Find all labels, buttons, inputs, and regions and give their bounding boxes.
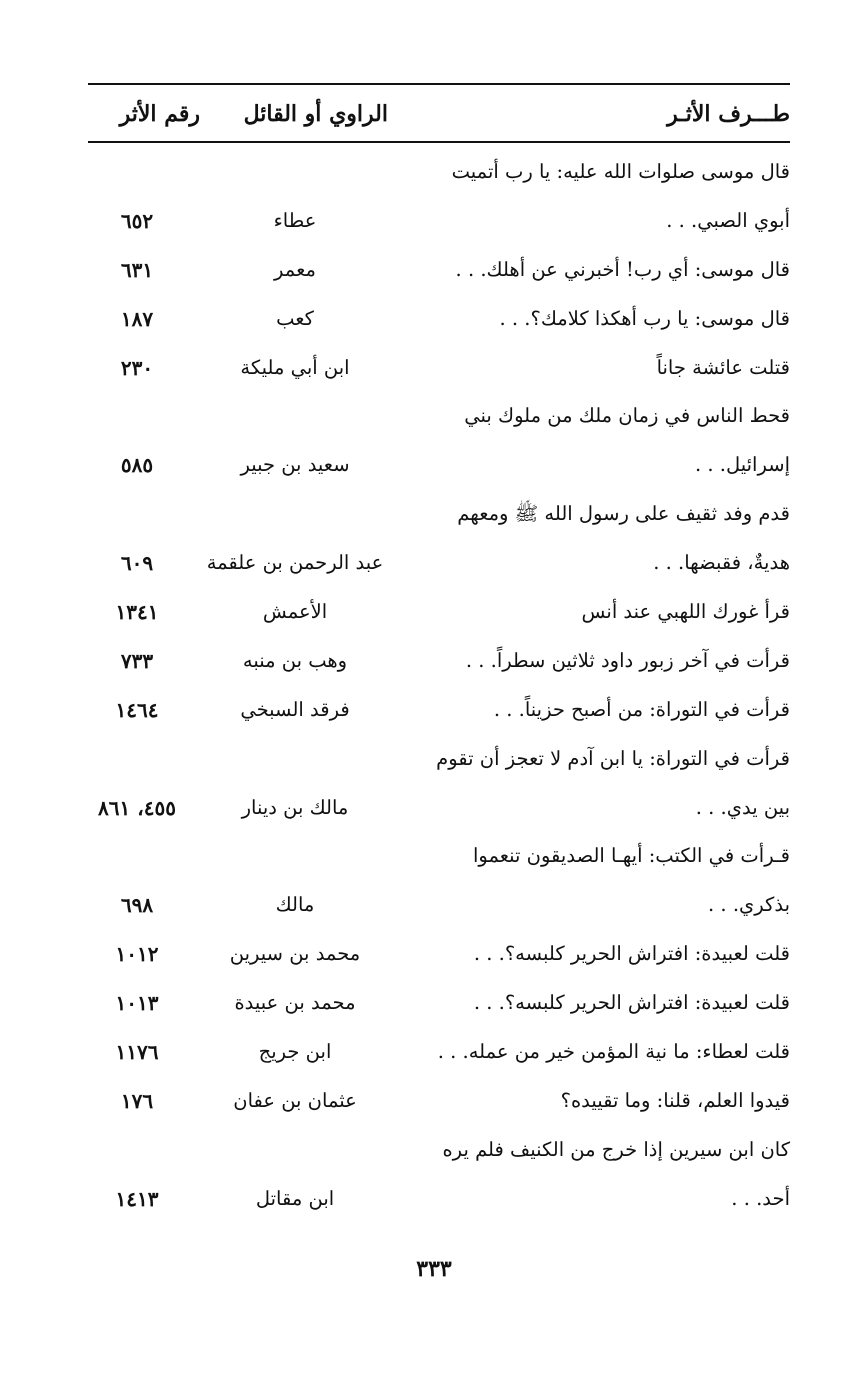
table-row — [88, 1077, 790, 1126]
row-number: ٦٣١ — [120, 257, 154, 282]
row-phrase: قحط الناس في زمان ملك من ملوك بني — [464, 404, 790, 428]
row-number — [84, 490, 190, 539]
row-number — [84, 392, 190, 441]
table-row — [88, 344, 790, 393]
page-number: ٣٣٣ — [416, 1256, 452, 1282]
row-number: ٦٥٢ — [120, 208, 154, 233]
row-narrator: محمد بن سيرين — [229, 942, 361, 966]
table-row — [88, 979, 790, 1028]
row-number — [84, 148, 190, 197]
table-row — [88, 832, 790, 881]
row-phrase: أحد. . . — [731, 1186, 790, 1210]
row-narrator — [195, 1126, 395, 1175]
row-phrase: قلت لعبيدة: افتراش الحرير كلبسه؟. . . — [473, 942, 790, 966]
header-number: رقم الأثر — [119, 101, 200, 127]
row-phrase: قـرأت في الكتب: أيهـا الصديقون تنعموا — [472, 844, 790, 868]
row-phrase: قيدوا العلم، قلنا: وما تقييده؟ — [560, 1088, 790, 1112]
header-rule — [88, 141, 790, 143]
row-phrase: إسرائيل. . . — [694, 453, 790, 477]
row-number: ٤٥٥، ٨٦١ — [98, 795, 176, 820]
row-number: ١٠١٣ — [115, 991, 159, 1016]
row-phrase: قرأت في التوراة: يا ابن آدم لا تعجز أن تقوم — [436, 746, 790, 770]
row-number: ٥٨٥ — [120, 453, 154, 478]
row-number: ٢٣٠ — [120, 355, 154, 380]
table-row — [88, 588, 790, 637]
row-narrator — [195, 832, 395, 881]
row-narrator: ابن جريج — [258, 1040, 332, 1064]
row-number: ٦٩٨ — [120, 893, 154, 918]
row-number: ١٣٤١ — [115, 600, 159, 625]
row-narrator — [195, 735, 395, 784]
table-row — [88, 539, 790, 588]
row-phrase: قلت لعطاء: ما نية المؤمن خير من عمله. . . — [437, 1040, 790, 1064]
row-number — [84, 832, 190, 881]
table-row — [88, 392, 790, 441]
row-narrator: الأعمش — [262, 600, 328, 624]
row-narrator: ابن أبي مليكة — [240, 355, 350, 379]
header-phrase: طـــرف الأثـر — [667, 101, 790, 127]
row-phrase: هديةٌ، فقبضها. . . — [653, 551, 790, 575]
table-row — [88, 1175, 790, 1224]
table-row — [88, 1126, 790, 1175]
row-phrase: كان ابن سيرين إذا خرج من الكنيف فلم يره — [442, 1137, 790, 1161]
row-narrator — [195, 148, 395, 197]
header-narrator: الراوي أو القائل — [243, 101, 388, 127]
row-narrator: عثمان بن عفان — [233, 1088, 357, 1112]
table-row — [88, 148, 790, 197]
row-phrase: قال موسى: يا رب أهكذا كلامك؟. . . — [499, 306, 790, 330]
table-row — [88, 246, 790, 295]
table-row — [88, 735, 790, 784]
table-header — [88, 90, 790, 138]
table-row — [88, 197, 790, 246]
row-number: ١٠١٢ — [115, 942, 159, 967]
row-number — [84, 1126, 190, 1175]
row-number: ١٧٦ — [120, 1088, 154, 1113]
row-narrator: محمد بن عبيدة — [234, 991, 356, 1015]
row-phrase: قلت لعبيدة: افتراش الحرير كلبسه؟. . . — [473, 991, 790, 1015]
row-number: ١٤٦٤ — [115, 697, 159, 722]
row-narrator: مالك بن دينار — [241, 795, 349, 819]
row-phrase: قدم وفد ثقيف على رسول الله ﷺ ومعهم — [457, 502, 790, 526]
table-row — [88, 441, 790, 490]
row-number: ١١٧٦ — [115, 1040, 159, 1065]
table-row — [88, 784, 790, 833]
row-narrator: سعيد بن جبير — [240, 453, 350, 477]
table-row — [88, 930, 790, 979]
row-narrator: فرقد السبخي — [240, 697, 350, 721]
row-phrase: قتلت عائشة جاناً — [656, 355, 790, 379]
row-phrase: قرأت في آخر زبور داود ثلاثين سطراً. . . — [465, 648, 790, 672]
row-narrator: ابن مقاتل — [255, 1186, 335, 1210]
row-phrase: قرأت في التوراة: من أصبح حزيناً. . . — [493, 697, 790, 721]
row-narrator: وهب بن منبه — [242, 648, 348, 672]
row-number — [84, 735, 190, 784]
row-narrator: مالك — [275, 893, 315, 917]
table-row — [88, 686, 790, 735]
row-narrator — [195, 490, 395, 539]
row-phrase: قرأ غورك اللهبي عند أنس — [581, 600, 790, 624]
table-row — [88, 490, 790, 539]
row-number: ٧٣٣ — [120, 648, 154, 673]
table-row — [88, 295, 790, 344]
table-row — [88, 1028, 790, 1077]
row-phrase: قال موسى: أي رب! أخبرني عن أهلك. . . — [455, 257, 790, 281]
row-number: ٦٠٩ — [120, 551, 154, 576]
row-narrator: عبد الرحمن بن علقمة — [206, 551, 384, 575]
row-narrator — [195, 392, 395, 441]
row-narrator: عطاء — [273, 208, 317, 232]
table-row — [88, 881, 790, 930]
row-narrator: معمر — [274, 257, 316, 281]
row-phrase: بين يدي. . . — [695, 795, 790, 819]
row-phrase: قال موسى صلوات الله عليه: يا رب أتميت — [451, 160, 790, 183]
index-table-body — [88, 148, 790, 1224]
table-row — [88, 637, 790, 686]
row-number: ١٨٧ — [120, 306, 154, 331]
row-number: ١٤١٣ — [115, 1186, 159, 1211]
row-narrator: كعب — [276, 306, 314, 330]
row-phrase: بذكري. . . — [708, 893, 790, 917]
row-phrase: أبوي الصبي. . . — [666, 208, 790, 232]
top-rule — [88, 83, 790, 85]
